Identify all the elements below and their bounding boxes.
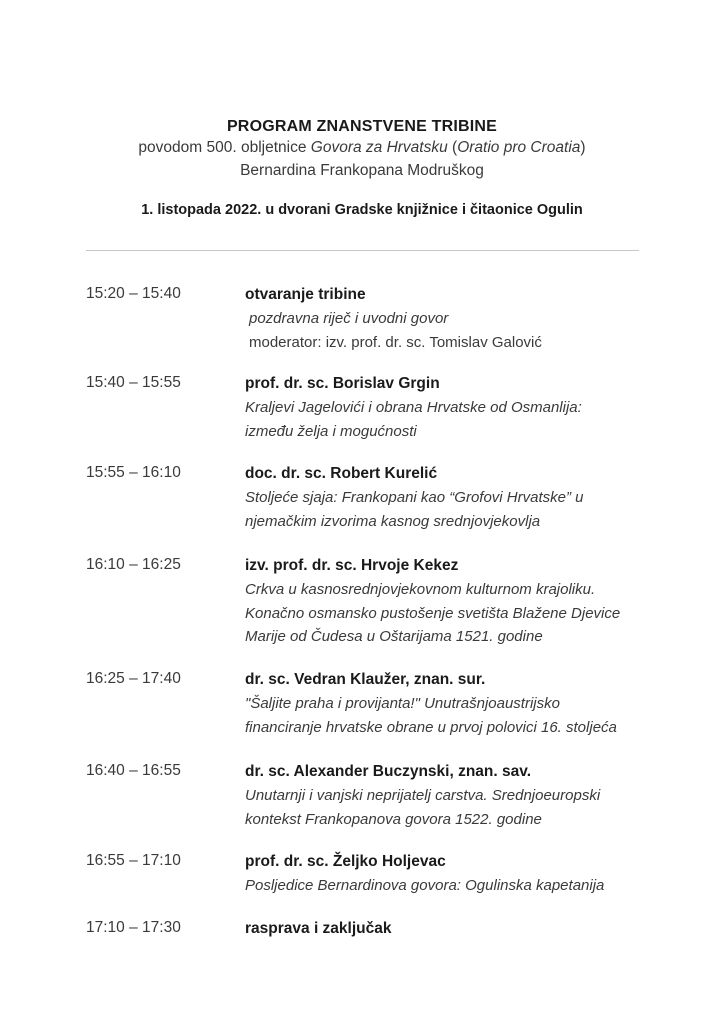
program-talk-title: Crkva u kasnosrednjovjekovnom kulturnom krajoliku. <box>245 581 596 598</box>
program-details <box>245 554 685 649</box>
program-title: rasprava i zaključak <box>245 920 392 937</box>
program-time: 17:10 – 17:30 <box>86 919 181 936</box>
page-title: PROGRAM ZNANSTVENE TRIBINE <box>226 118 498 135</box>
divider <box>86 250 639 251</box>
program-time: 16:25 – 17:40 <box>86 670 181 687</box>
subtitle-line-1: povodom 500. obljetnice Govora za Hrvatsku (Oratio pro Croatia) <box>138 139 586 156</box>
program-time: 15:20 – 15:40 <box>86 285 181 302</box>
document-header <box>0 118 724 218</box>
program-time: 16:55 – 17:10 <box>86 852 181 869</box>
program-details <box>245 668 685 739</box>
program-talk-title: njemačkim izvorima kasnog srednjovjekovlja <box>245 512 541 530</box>
program-talk-title: kontekst Frankopanova govora 1522. godine <box>245 810 542 828</box>
program-note: pozdravna riječ i uvodni govor <box>249 310 449 327</box>
program-talk-title: financiranje hrvatske obrane u prvoj polovici 16. stoljeća <box>245 718 617 736</box>
program-speaker: izv. prof. dr. sc. Hrvoje Kekez <box>245 557 459 574</box>
program-details <box>245 462 685 533</box>
program-talk-title: Konačno osmansko pustošenje svetišta Blažene Djevice <box>245 604 621 622</box>
program-speaker: doc. dr. sc. Robert Kurelić <box>245 465 438 482</box>
program-talk-title: Unutarnji i vanjski neprijatelj carstva. Srednjoeuropski <box>245 787 601 804</box>
event-date-venue: 1. listopada 2022. u dvorani Gradske knjižnice i čitaonice Ogulin <box>141 202 583 218</box>
program-speaker: prof. dr. sc. Borislav Grgin <box>245 375 440 392</box>
subtitle-line-2: Bernardina Frankopana Modruškog <box>240 162 484 179</box>
program-speaker: prof. dr. sc. Željko Holjevac <box>245 853 446 870</box>
program-talk-title: između želja i mogućnosti <box>245 422 417 440</box>
program-speaker: dr. sc. Alexander Buczynski, znan. sav. <box>245 763 532 780</box>
program-speaker: dr. sc. Vedran Klaužer, znan. sur. <box>245 671 486 688</box>
program-talk-title: "Šaljite praha i provijanta!" Unutrašnjoaustrijsko <box>245 695 560 712</box>
program-moderator: moderator: izv. prof. dr. sc. Tomislav Galović <box>249 333 542 351</box>
program-details <box>245 850 685 898</box>
program-talk-title: Stoljeće sjaja: Frankopani kao “Grofovi Hrvatske” u <box>245 489 584 506</box>
program-talk-title: Kraljevi Jagelovići i obrana Hrvatske od Osmanlija: <box>245 399 582 416</box>
program-details <box>245 917 685 941</box>
program-talk-title: Posljedice Bernardinova govora: Ogulinska kapetanija <box>245 877 605 894</box>
program-details <box>245 760 685 831</box>
program-title: otvaranje tribine <box>245 286 366 303</box>
program-time: 16:40 – 16:55 <box>86 762 181 779</box>
program-details <box>245 372 685 443</box>
program-talk-title: Marije od Čudesa u Oštarijama 1521. godine <box>245 628 543 645</box>
program-time: 15:55 – 16:10 <box>86 464 181 481</box>
program-time: 16:10 – 16:25 <box>86 556 181 573</box>
program-time: 15:40 – 15:55 <box>86 374 181 391</box>
program-details <box>245 283 685 354</box>
